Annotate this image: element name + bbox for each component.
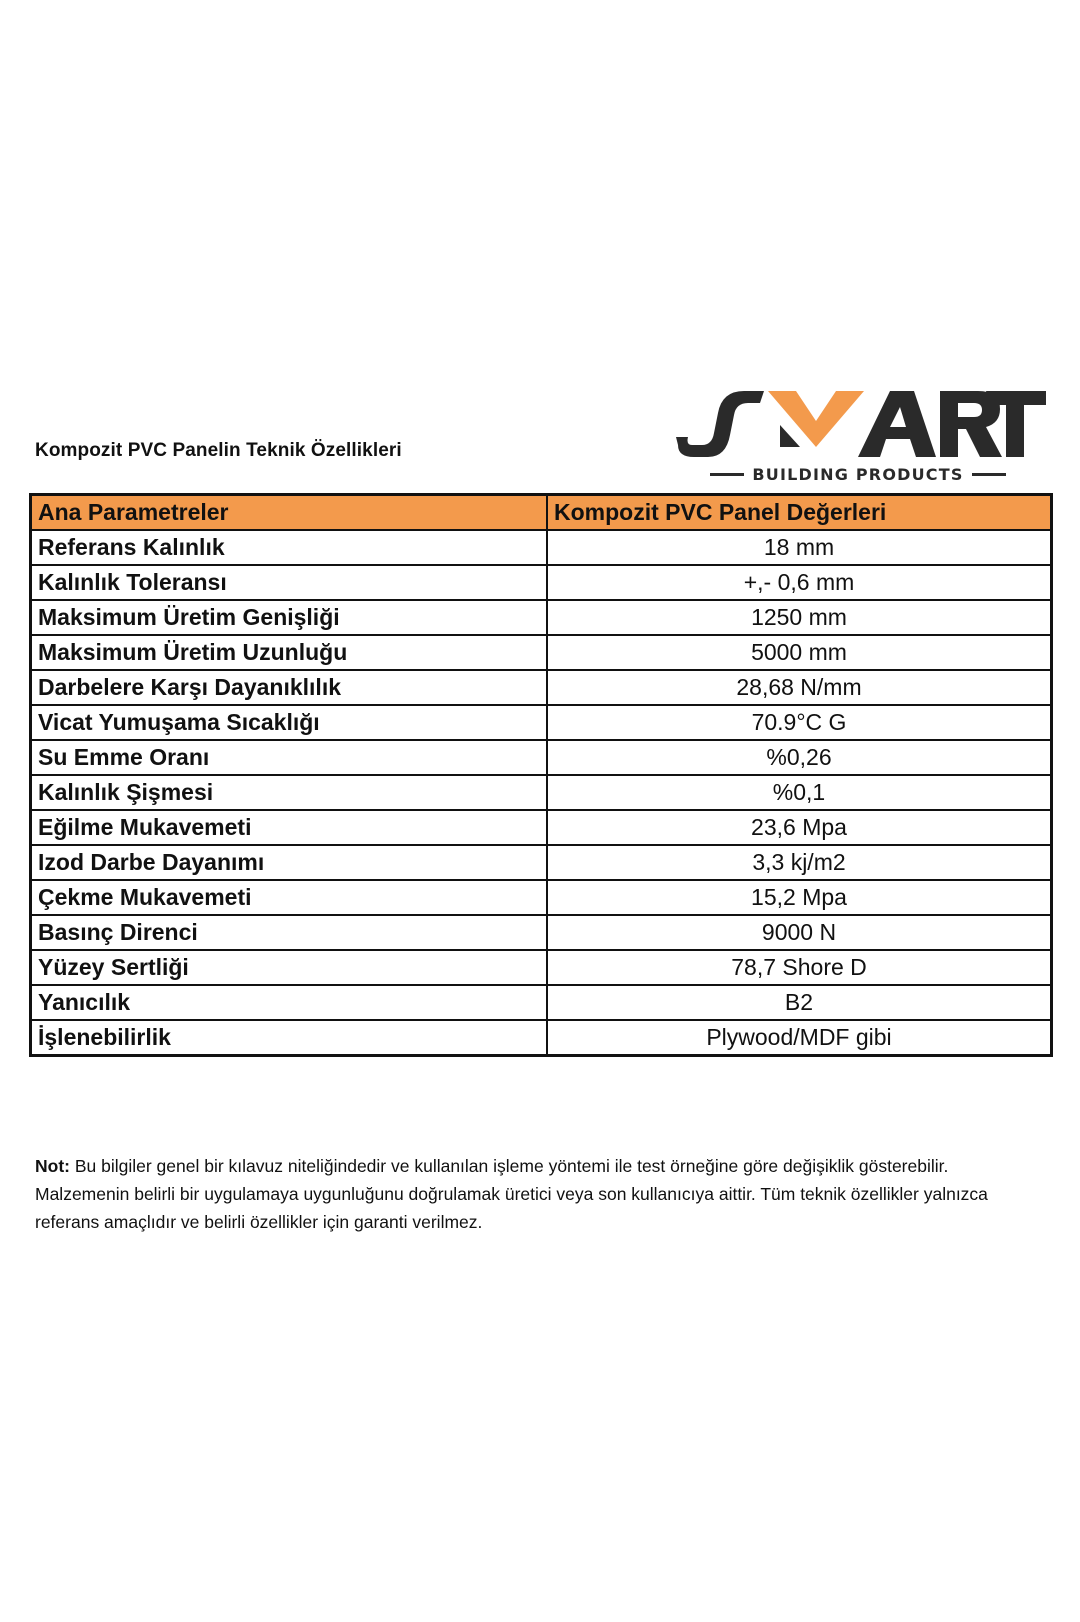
row-parameter: Çekme Mukavemeti [31, 880, 548, 915]
page-title: Kompozit PVC Panelin Teknik Özellikleri [35, 440, 402, 461]
table-row [31, 1020, 1052, 1056]
table-row [31, 600, 1052, 635]
row-value: 23,6 Mpa [547, 810, 1052, 845]
table-row [31, 740, 1052, 775]
table-row [31, 845, 1052, 880]
row-value: B2 [547, 985, 1052, 1020]
row-parameter: Darbelere Karşı Dayanıklılık [31, 670, 548, 705]
note-paragraph [35, 1152, 1015, 1236]
logo-subtitle-row [668, 463, 1048, 485]
note-text: Bu bilgiler genel bir kılavuz niteliğindedir ve kullanılan işleme yöntemi ile test örneğine göre değişiklik gösterebilir. Malzemenin belirli bir uygulamaya uygunluğunu doğrulamak üretici veya son kullanıcıya aittir. Tüm teknik özellikler yalnızca referans amaçlıdır ve belirli özellikler için garanti verilmez. [35, 1156, 988, 1232]
logo-letter-s [676, 391, 764, 457]
row-value: 3,3 kj/m2 [547, 845, 1052, 880]
table-row [31, 810, 1052, 845]
table-row [31, 880, 1052, 915]
row-parameter: Izod Darbe Dayanımı [31, 845, 548, 880]
row-parameter: Kalınlık Toleransı [31, 565, 548, 600]
row-value: 18 mm [547, 530, 1052, 565]
row-value: 70.9°C G [547, 705, 1052, 740]
row-parameter: Kalınlık Şişmesi [31, 775, 548, 810]
table-header-row [31, 495, 1052, 531]
table-row [31, 915, 1052, 950]
table-row [31, 635, 1052, 670]
header-values: Kompozit PVC Panel Değerleri [547, 495, 1052, 531]
smart-logo-wordmark [668, 385, 1048, 463]
row-value: 9000 N [547, 915, 1052, 950]
row-parameter: Basınç Direnci [31, 915, 548, 950]
row-parameter: Referans Kalınlık [31, 530, 548, 565]
row-parameter: İşlenebilirlik [31, 1020, 548, 1056]
row-parameter: Yanıcılık [31, 985, 548, 1020]
spec-table-body [31, 530, 1052, 1056]
table-row [31, 670, 1052, 705]
row-parameter: Yüzey Sertliği [31, 950, 548, 985]
logo-divider-left [710, 473, 744, 476]
row-value: 78,7 Shore D [547, 950, 1052, 985]
row-parameter: Eğilme Mukavemeti [31, 810, 548, 845]
header-parameters: Ana Parametreler [31, 495, 548, 531]
table-row [31, 775, 1052, 810]
logo-letter-a [858, 391, 936, 457]
table-row [31, 530, 1052, 565]
row-value: %0,1 [547, 775, 1052, 810]
logo-divider-right [972, 473, 1006, 476]
smart-logo [668, 385, 1048, 485]
row-parameter: Maksimum Üretim Uzunluğu [31, 635, 548, 670]
row-value: %0,26 [547, 740, 1052, 775]
note-label: Not: [35, 1156, 70, 1176]
row-value: 15,2 Mpa [547, 880, 1052, 915]
row-parameter: Vicat Yumuşama Sıcaklığı [31, 705, 548, 740]
row-value: 1250 mm [547, 600, 1052, 635]
row-parameter: Maksimum Üretim Genişliği [31, 600, 548, 635]
row-value: +,- 0,6 mm [547, 565, 1052, 600]
logo-subtitle: BUILDING PRODUCTS [752, 464, 964, 484]
row-parameter: Su Emme Oranı [31, 740, 548, 775]
table-row [31, 565, 1052, 600]
table-row [31, 985, 1052, 1020]
row-value: Plywood/MDF gibi [547, 1020, 1052, 1056]
table-row [31, 705, 1052, 740]
table-row [31, 950, 1052, 985]
row-value: 5000 mm [547, 635, 1052, 670]
row-value: 28,68 N/mm [547, 670, 1052, 705]
spec-table [29, 493, 1053, 1057]
